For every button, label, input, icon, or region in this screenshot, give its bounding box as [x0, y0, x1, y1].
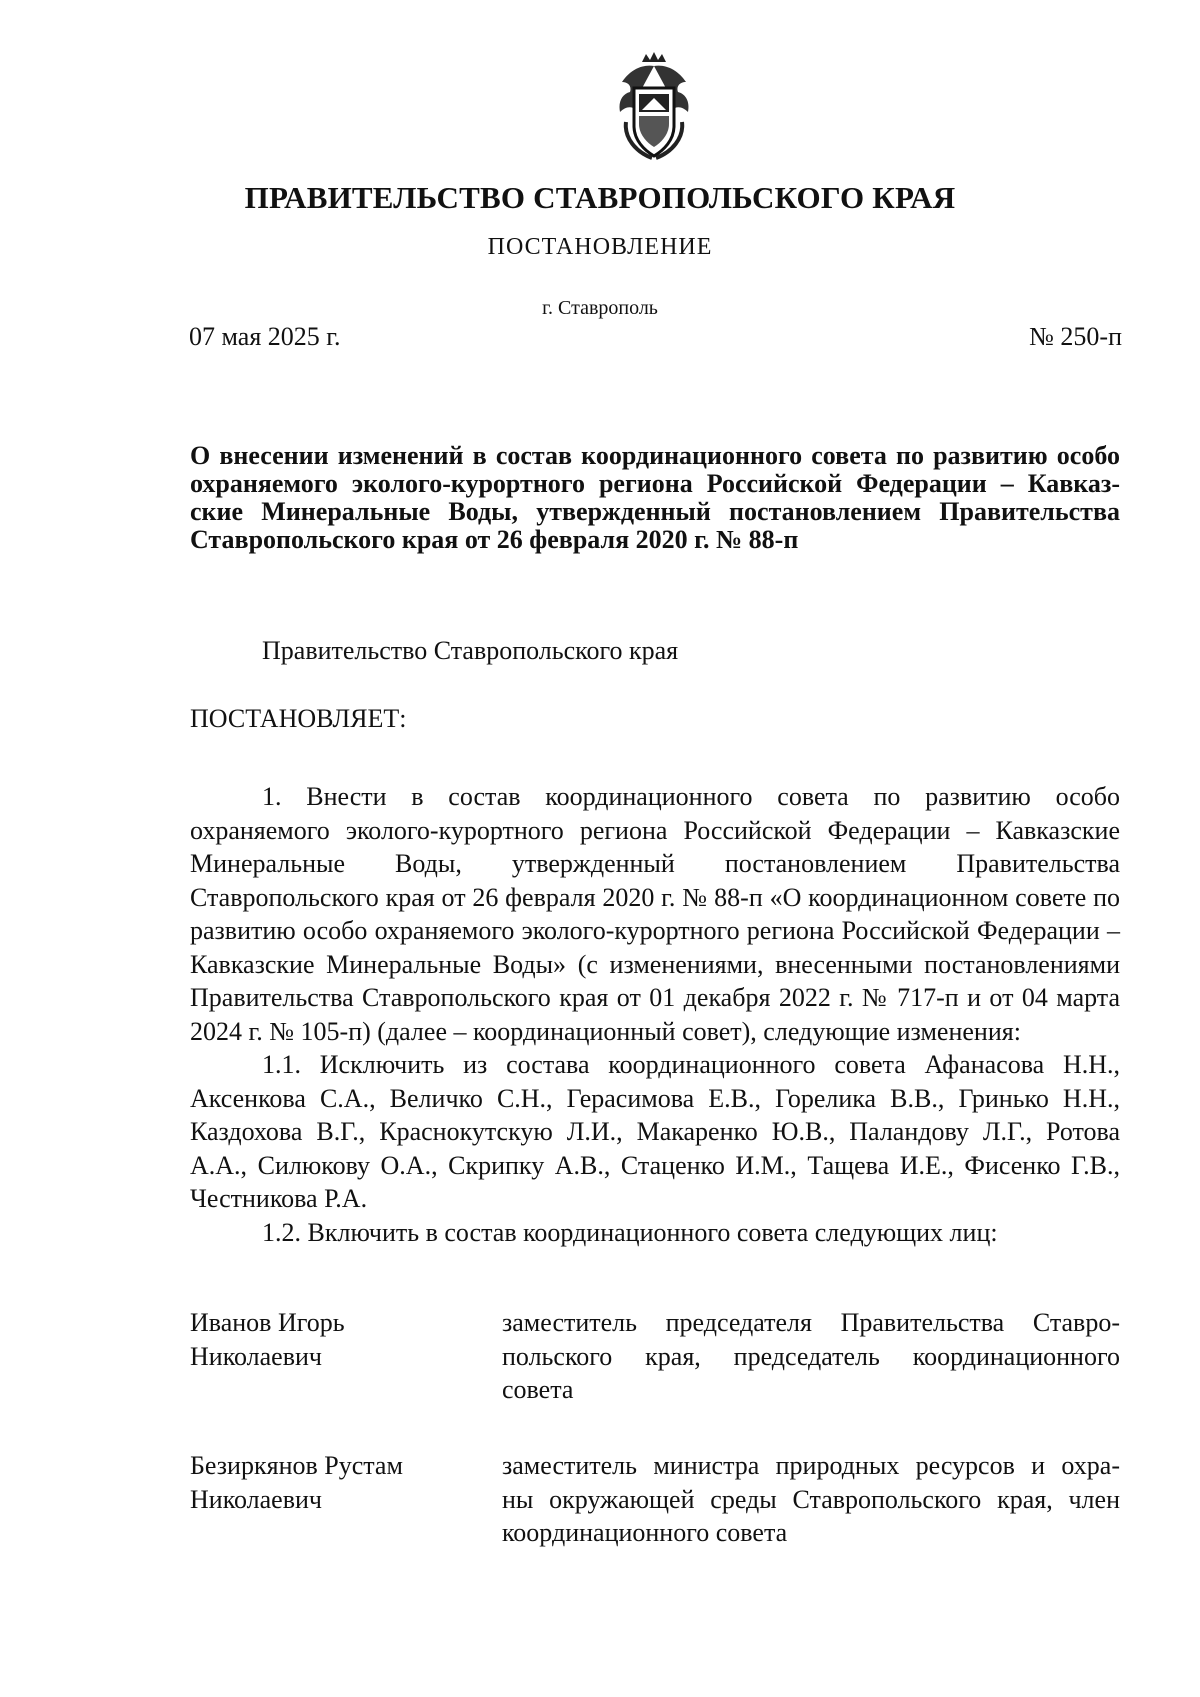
government-title: ПРАВИТЕЛЬСТВО СТАВРОПОЛЬСКОГО КРАЯ [244, 180, 956, 215]
document-body [190, 780, 1120, 1249]
member-role-line: заместитель министра природных ресурсов и охра- [502, 1451, 1120, 1480]
subject-line: О внесении изменений в состав координационного совета по развитию особо [190, 441, 1120, 470]
document-type: ПОСТАНОВЛЕНИЕ [487, 234, 713, 260]
document-number: № 250-п [1029, 322, 1122, 351]
subject-line: Ставропольского края от 26 февраля 2020 г. № 88-п [190, 525, 799, 554]
member-role-line: заместитель председателя Правительства Ставро- [502, 1308, 1120, 1337]
member-role [502, 1306, 1120, 1407]
member-name-line: Безиркянов Рустам [190, 1451, 403, 1480]
paragraph-1: 1. Внести в состав координационного совета по развитию особо охраняемого эколого-курортного региона Российской Федерации – Кавказские Минеральные Воды, утвержденный постановлением Правительства Ставропольского края от 26 февраля 2020 г. № 88-п «О координационном совете по развитию особо охраняемого эколого-курортного региона Российской Федерации – Кавказские Минеральные Воды» (с изменениями, внесенными постановлениями Правительства Ставропольского края от 01 декабря 2022 г. № 717-п и от 04 марта 2024 г. № 105-п) (далее – координационный совет), следующие изменения: [190, 782, 1120, 1046]
subject-line: ские Минеральные Воды, утвержденный постановлением Правительства [190, 497, 1120, 526]
member-name-line: Иванов Игорь [190, 1308, 345, 1337]
decree-heading: ПОСТАНОВЛЯЕТ: [190, 704, 407, 733]
coat-of-arms-icon [612, 52, 696, 162]
document-subject [190, 442, 1120, 554]
member-role-line: ны окружающей среды Ставропольского края, член [502, 1484, 1120, 1514]
subject-line: охраняемого эколого-курортного региона Российской Федерации – Кавказ- [190, 469, 1120, 498]
member-name [190, 1306, 470, 1373]
member-name-line: Николаевич [190, 1341, 322, 1371]
member-role [502, 1449, 1120, 1550]
member-role-line: координационного совета [502, 1518, 788, 1547]
member-role-line: совета [502, 1375, 574, 1404]
paragraph-1-2: 1.2. Включить в состав координационного совета следующих лиц: [262, 1217, 998, 1247]
preamble: Правительство Ставропольского края [262, 636, 679, 665]
document-date: 07 мая 2025 г. [189, 322, 341, 351]
member-role-line: польского края, председатель координационного [502, 1341, 1120, 1371]
city: г. Ставрополь [542, 297, 658, 319]
paragraph-1-1: 1.1. Исключить из состава координационного совета Афанасова Н.Н., Аксенкова С.А., Величко С.Н., Герасимова Е.В., Горелика В.В., Гринько Н.Н., Каздохова В.Г., Краснокутскую Л.И., Макаренко Ю.В., Паландову Л.Г., Ротова А.А., Силюкову О.А., Скрипку А.В., Стаценко И.М., Тащева И.Е., Фисенко Г.В., Честникова Р.А. [190, 1050, 1120, 1213]
member-name [190, 1449, 470, 1516]
member-name-line: Николаевич [190, 1484, 322, 1514]
